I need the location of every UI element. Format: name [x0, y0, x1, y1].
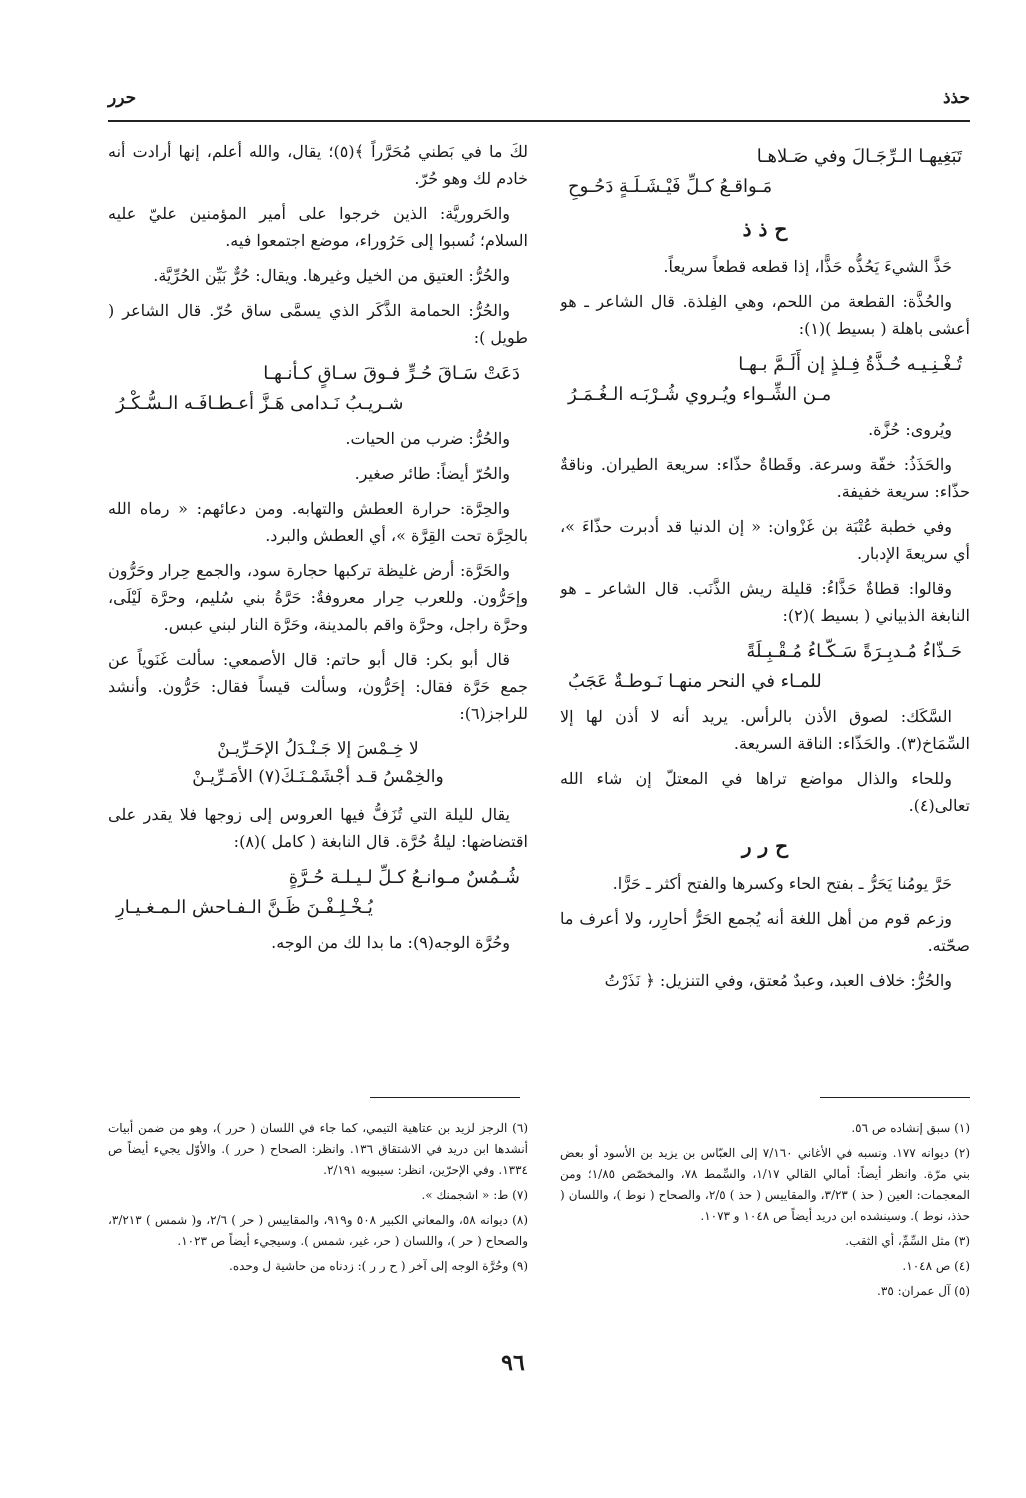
hemistich: شـريـبُ نَـدامى هَـزَّ أعـطـافَـه الـسُّـكْـرُ — [116, 393, 404, 414]
paragraph: والحُرُّ: الحمامة الذَّكَر الذي يسمَّى ساق حُرّ. قال الشاعر ( طويل ): — [108, 301, 528, 347]
hemistich: مـن الشِّـواء ويُـروي شُـرْبَـه الـغُـمَـرُ — [568, 384, 832, 405]
paragraph: والحَرَّة: أرض غليظة تركبها حجارة سود، والجمع حِرار وحَرُّون وإحَرُّون. وللعرب حِرار معروفةٌ: حَرَّةُ بني سُليم، وحرَّة لَيْلَى، وحرَّة راجل، وحرَّة واقم بالمدينة، وحَرَّة النار لبني عبس. — [108, 561, 528, 634]
footnote: (٦) الرجز لزيد بن عتاهية التيمي، كما جاء في اللسان ( حرر )، وهو من ضمن أبيات أنشدها ابن دريد في الاشتقاق ١٣٦. وانظر: الصحاح ( حرر ). والأوّل يجيء أيضاً ص ١٣٣٤. وفي الإحرّين، انظر: سيبويه ٢/١٩١. — [108, 1121, 528, 1177]
paragraph: حَذَّ الشيءَ يَحُذُّه حَذًّا، إذا قطعه قطعاً سريعاً. — [663, 257, 952, 276]
rajaz-line: والخِمْسُ قـد أجْشَمْـنَـكَ(٧) الأمَـرِّيـنْ — [192, 767, 444, 787]
header-rule — [108, 120, 970, 122]
footnote: (٣) مثل السِّمِّ، أي الثقب. — [845, 1234, 970, 1248]
paragraph: لكَ ما في بَطني مُحَرَّراً ﴾(٥)؛ يقال، والله أعلم، إنها أرادت أنه خادم لك وهو حُرّ. — [108, 142, 528, 188]
paragraph: وزعم قوم من أهل اللغة أنه يُجمع الحَرُّ أحارِر، ولا أعرف ما صحّته. — [560, 909, 970, 955]
footnote: (١) سبق إنشاده ص ٥٦. — [851, 1121, 970, 1135]
left-column — [108, 138, 528, 1088]
entry-heading: ح ذ ذ — [742, 217, 788, 241]
verse — [108, 863, 528, 923]
paragraph: والحَروريَّة: الذين خرجوا على أمير المؤمنين عليّ عليه السلام؛ نُسبوا إلى حَرُوراء، موضع اجتمعوا فيه. — [108, 204, 528, 250]
verse — [560, 637, 970, 697]
paragraph: السَّكَك: لصوق الأذن بالرأس. يريد أنه لا أذن لها إلا السِّمَاخ(٣). والحَذّاء: الناقة السريعة. — [560, 707, 970, 753]
footnote: (٥) آل عمران: ٣٥. — [877, 1284, 970, 1298]
paragraph: وفي خطبة عُتْبَة بن غَزْوان: « إن الدنيا قد أدبرت حذّاءَ »، أي سريعةَ الإدبار. — [560, 517, 970, 563]
hemistich: حَـذّاءُ مُـدبِـرَةً سَـكّـاءُ مُـقْـبِـلَةً — [746, 641, 962, 662]
paragraph: والحُرّ أيضاً: طائر صغير. — [354, 464, 510, 483]
hemistich: تُـغْـنِـيـه حُـذَّةُ فِـلذٍ إن أَلَـمَّ بـهـا — [738, 354, 962, 375]
hemistich: يُـخْـلِـفْـنَ ظَـنَّ الـفـاحش الـمـغـيـارِ — [116, 897, 373, 918]
footnote: (٩) وحُرَّة الوجه إلى آخر ( ح ر ر ): زدناه من حاشية ل وحده. — [229, 1259, 528, 1273]
paragraph: وقالوا: قطاةٌ حَذَّاءُ: قليلة ريش الذَّنَب. قال الشاعر ـ هو النابغة الذبياني ( بسيط )(٢): — [560, 579, 970, 625]
verse — [560, 350, 970, 410]
page-number: ٩٦ — [501, 1350, 525, 1376]
verse — [560, 142, 970, 202]
paragraph: يقال لليلة التي تُزَفُّ فيها العروس إلى زوجها فلا يقدر على اقتضاضها: ليلةُ حُرَّة. قال النابغة ( كامل )(٨): — [108, 805, 528, 851]
running-head-left: حرر — [108, 88, 137, 108]
paragraph: والحُذَّة: القطعة من اللحم، وهي الفِلذة. قال الشاعر ـ هو أعشى باهلة ( بسيط )(١): — [560, 292, 970, 338]
hemistich: مَـواقـعُ كـلِّ فَيْـشَـلَـةٍ دَحُـوحِ — [568, 176, 773, 197]
hemistich: للمـاء في النحر منهـا نَـوطـةٌ عَجَبُ — [568, 671, 822, 692]
rajaz-verse — [108, 735, 528, 791]
paragraph: والحُرُّ: العتيق من الخيل وغيرها. ويقال: حُرٌّ بَيِّن الحُرِّيَّة. — [153, 266, 510, 285]
right-column — [560, 138, 970, 1088]
paragraph: والحُرُّ: خلاف العبد، وعبدٌ مُعتق، وفي التنزيل: ﴿ نَذَرْتُ — [604, 971, 952, 990]
footnote: (٨) ديوانه ٥٨، والمعاني الكبير ٥٠٨ و٩١٩، والمقاييس ( حر ) ٢/٦، و( شمس ) ٣/٢١٣، والصحاح ( حر )، واللسان ( حر، غير، شمس ). وسيجيء أيضاً ص ١٠٢٣. — [108, 1213, 528, 1248]
footnote-rule-right — [820, 1097, 970, 1098]
footnote: (٢) ديوانه ١٧٧. ونسبه في الأغاني ٧/١٦٠ إلى العبّاس بن يزيد بن الأسود أو بعض بني مرّة. وانظر أيضاً: أمالي القالي ١/١٧، والسِّمط ٧٨، والمخصّص ١/٨٥؛ ومن المعجمات: العين ( حذ ) ٣/٢٣، والمقاييس ( حذ ) ٢/٥، والصحاح ( نوط )، واللسان ( حذذ، نوط ). وسينشده ابن دريد أيضاً ص ١٠٤٨ و ١٠٧٣. — [560, 1146, 971, 1223]
running-head-right: حذذ — [942, 88, 970, 108]
paragraph: وحُرَّة الوجه(٩): ما بدا لك من الوجه. — [271, 933, 510, 952]
footnotes-left — [108, 1118, 528, 1281]
paragraph: وللحاء والذال مواضع تراها في المعتلّ إن شاء الله تعالى(٤). — [560, 769, 970, 815]
verse — [108, 359, 528, 419]
entry-heading: ح ر ر — [741, 834, 789, 858]
hemistich: دَعَتْ سَـاقَ حُـرٍّ فـوقَ سـاقٍ كـأنـهـا — [263, 363, 520, 384]
paragraph: والحَذَذُ: خفّة وسرعة. وقَطاةٌ حذّاء: سريعة الطيران. وناقةٌ حذّاء: سريعة خفيفة. — [560, 455, 970, 501]
paragraph: والحِرَّة: حرارة العطش والتهابه. ومن دعائهم: « رماه الله بالحِرَّة تحت القِرَّة »، أي العطش والبرد. — [108, 499, 528, 545]
footnote: (٤) ص ١٠٤٨. — [902, 1259, 970, 1273]
rajaz-line: لا خِـمْسَ إلا جَـنْـدَلُ الإحَـرِّيـنْ — [217, 739, 419, 759]
hemistich: شُـمُسٌ مـوانـعُ كـلِّ لـيـلـة حُـرَّةٍ — [288, 867, 520, 888]
footnote-rule-left — [370, 1097, 520, 1098]
paragraph: والحُرُّ: ضرب من الحيات. — [345, 429, 510, 448]
hemistich: تَبَغِيهـا الـرِّجَـالَ وفي صَـلاهـا — [756, 146, 962, 167]
paragraph: ويُروى: حُزَّة. — [868, 420, 952, 439]
running-header — [108, 88, 970, 112]
footnotes-right — [560, 1118, 970, 1306]
paragraph: حَرَّ يومُنا يَحَرُّ ـ بفتح الحاء وكسرها والفتح أكثر ـ حَرًّا. — [612, 874, 952, 893]
footnote: (٧) ط: « اشجمنك ». — [421, 1188, 528, 1202]
paragraph: قال أبو بكر: قال أبو حاتم: قال الأصمعي: سألت غَنَوياً عن جمع حَرَّة فقال: إحَرُّون، وسألت قيساً فقال: حَرُّون. وأنشد للراجز(٦): — [108, 650, 528, 723]
